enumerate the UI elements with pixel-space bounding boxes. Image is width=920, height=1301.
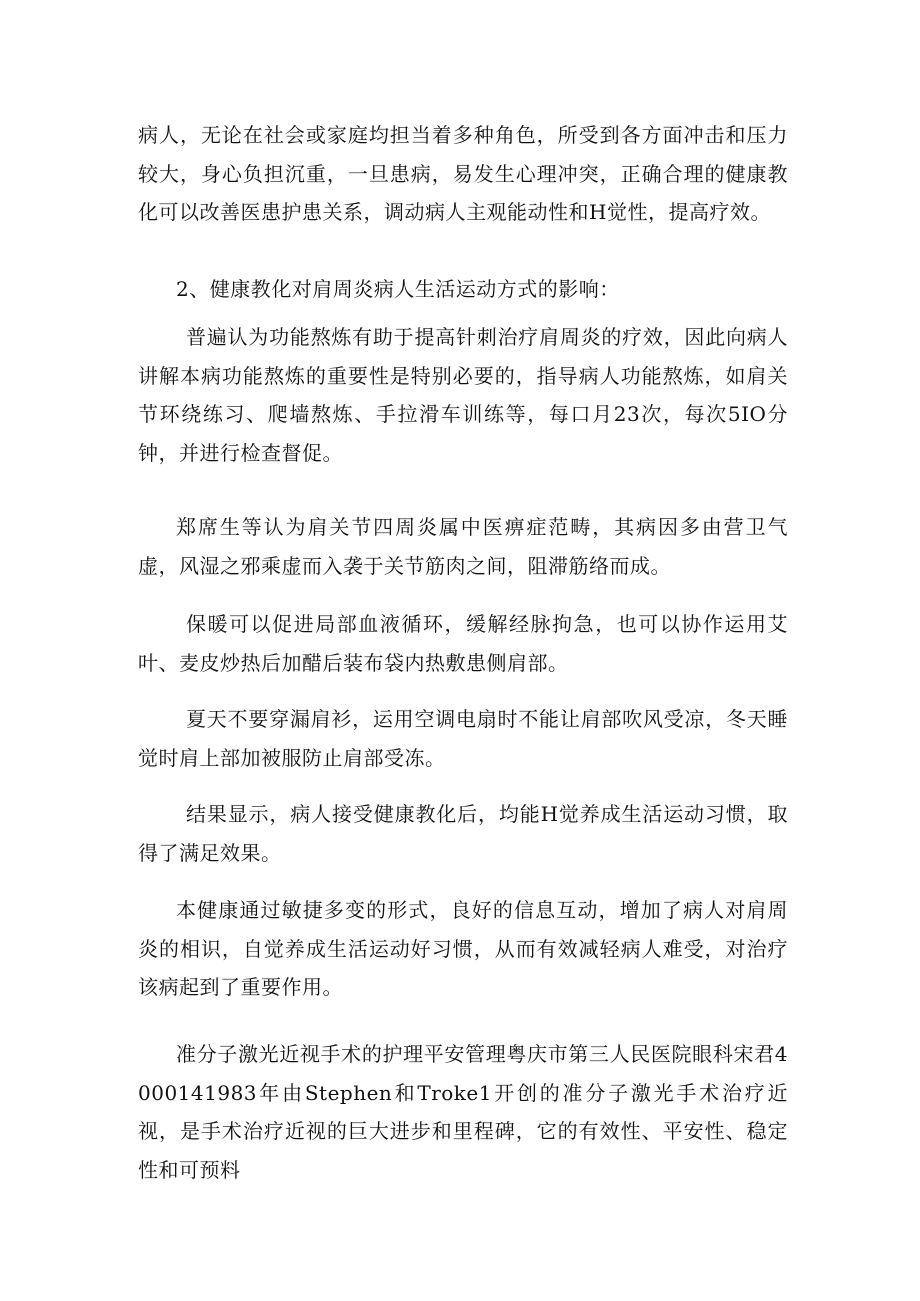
paragraph-functional-exercise: 普遍认为功能熬炼有助于提高针刺治疗肩周炎的疗效，因此向病人讲解本病功能熬炼的重要性是特别必要的，指导病人功能熬炼，如肩关节环绕练习、爬墙熬炼、手拉滑车训练等，每口月23次，每次5IO分钟，并进行检查督促。 bbox=[138, 325, 788, 465]
section-heading-lifestyle: 2、健康教化对肩周炎病人生活运动方式的影响： bbox=[176, 277, 620, 301]
paragraph-keep-warm: 保暖可以促进局部血液循环，缓解经脉拘急，也可以协作运用艾叶、麦皮炒热后加醋后装布袋内热敷患侧肩部。 bbox=[138, 612, 788, 675]
paragraph-seasonal-care: 夏天不要穿漏肩衫，运用空调电扇时不能让肩部吹风受凉，冬天睡觉时肩上部加被服防止肩部受冻。 bbox=[138, 707, 788, 770]
paragraph-excimer-laser: 准分子激光近视手术的护理平安管理粤庆市第三人民医院眼科宋君4000141983年由Stephen和Troke1开创的准分子激光手术治疗近视，是手术治疗近视的巨大进步和里程碑，它的有效性、平安性、稳定性和可预料 bbox=[138, 1042, 788, 1182]
paragraph-conclusion: 本健康通过敏捷多变的形式，良好的信息互动，增加了病人对肩周炎的相识，自觉养成生活运动好习惯，从而有效减轻病人难受，对治疗该病起到了重要作用。 bbox=[138, 898, 788, 999]
paragraph-results: 结果显示，病人接受健康教化后，均能H觉养成生活运动习惯，取得了满足效果。 bbox=[138, 802, 788, 865]
paragraph-patient-roles: 病人，无论在社会或家庭均担当着多种角色，所受到各方面冲击和压力较大，身心负担沉重，一旦患病，易发生心理冲突，正确合理的健康教化可以改善医患护患关系，调动病人主观能动性和H觉性，提高疗效。 bbox=[138, 123, 788, 224]
paragraph-tcm-view: 郑席生等认为肩关节四周炎属中医痹症范畴，其病因多由营卫气虚，风湿之邪乘虚而入袭于关节筋肉之间，阻滞筋络而成。 bbox=[138, 515, 788, 578]
